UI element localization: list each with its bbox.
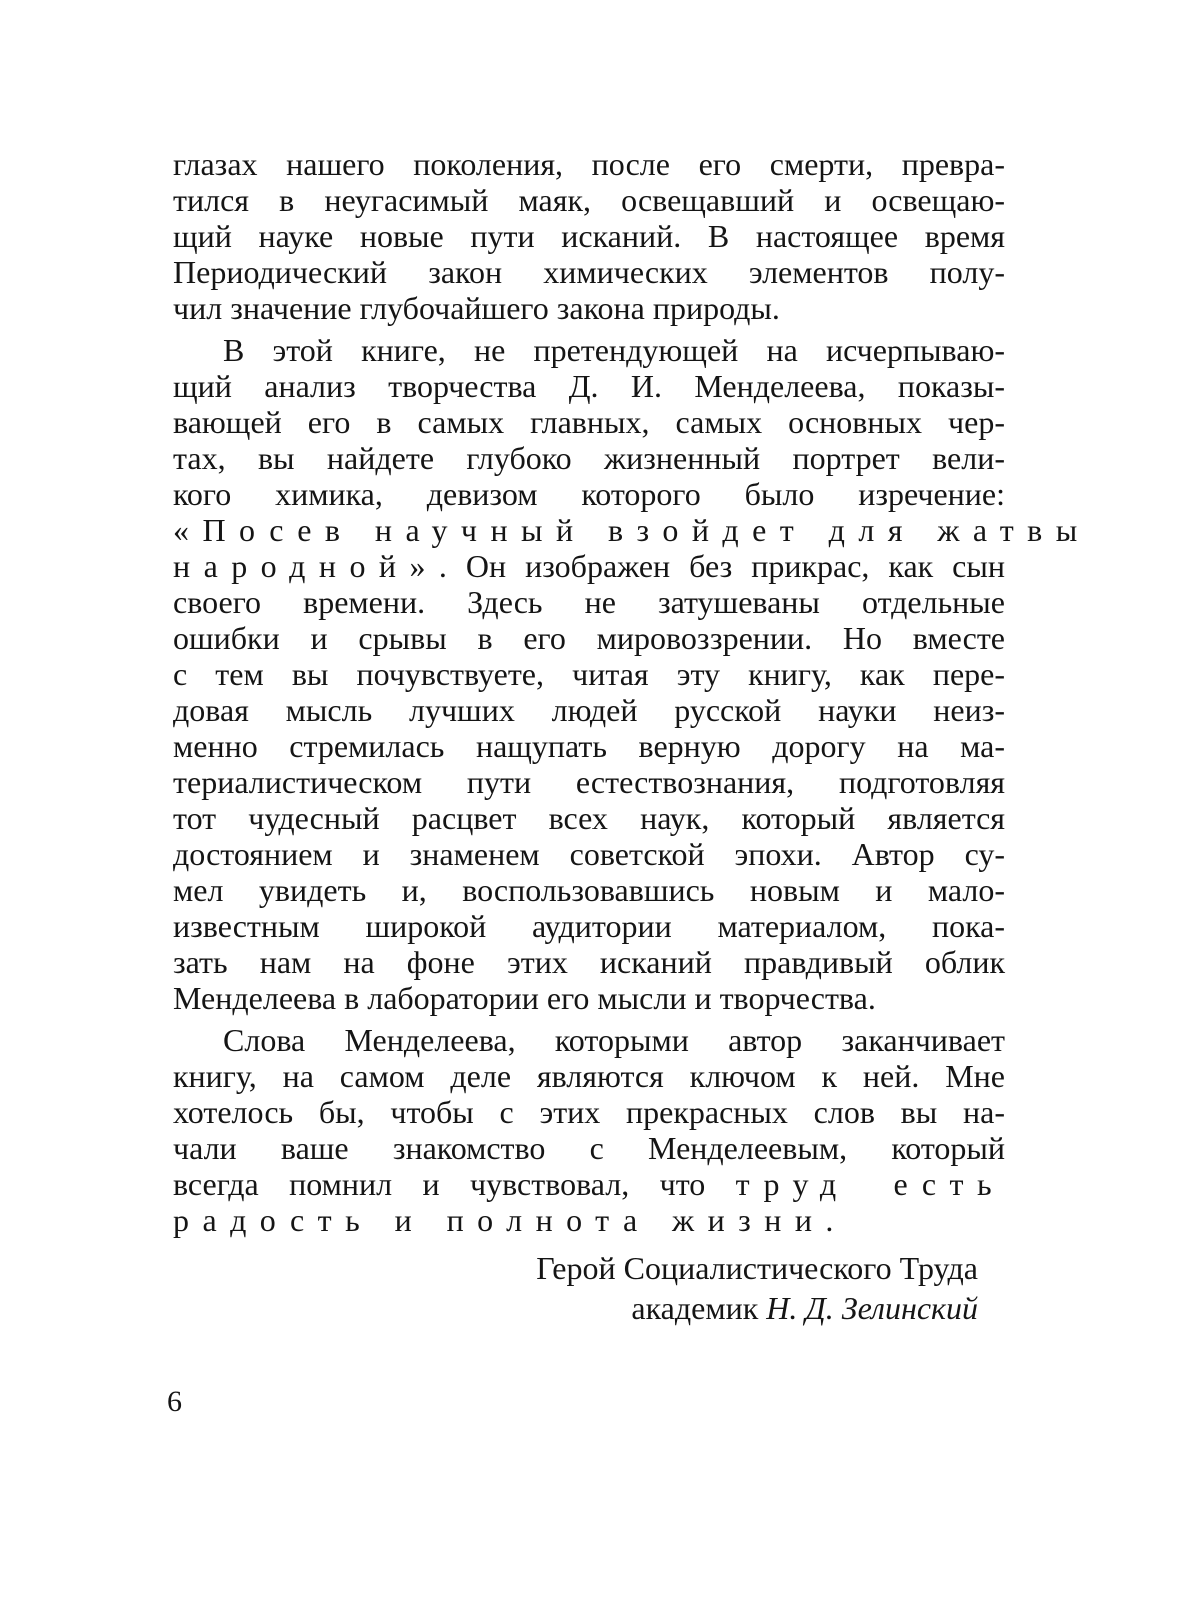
- text-segment: глазах нашего поколения, после его смерти, превра-: [173, 146, 1005, 182]
- text-line: [173, 800, 1005, 836]
- text-segment: Периодический закон химических элементов полу-: [173, 254, 1005, 290]
- text-segment: книгу, на самом деле являются ключом к ней. Мне: [173, 1058, 1005, 1094]
- text-line: [173, 368, 1005, 404]
- text-line: [173, 512, 1091, 548]
- text-segment: чали ваше знакомство с Менделеевым, который: [173, 1130, 1005, 1166]
- emphasized-text: труд есть: [735, 1166, 1005, 1202]
- text-segment: всегда помнил и чувствовал, что: [173, 1166, 736, 1202]
- text-line: [173, 146, 1005, 182]
- text-line: [173, 1166, 1005, 1202]
- text-segment: щий анализ творчества Д. И. Менделеева, показы-: [173, 368, 1005, 404]
- text-segment: зать нам на фоне этих исканий правдивый облик: [173, 944, 1005, 980]
- paragraph: [173, 146, 1005, 326]
- text-segment: щий науке новые пути исканий. В настоящее время: [173, 218, 1005, 254]
- text-line: [173, 620, 1005, 656]
- text-segment: мел увидеть и, воспользовавшись новым и мало-: [173, 872, 1005, 908]
- text-segment: хотелось бы, чтобы с этих прекрасных слов вы на-: [173, 1094, 1005, 1130]
- text-line: [173, 1022, 1005, 1058]
- body-text: [173, 146, 1091, 1238]
- text-line: [173, 1130, 1005, 1166]
- signature-block: [536, 1248, 978, 1328]
- text-segment: известным широкой аудитории материалом, пока-: [173, 908, 1005, 944]
- text-line: [173, 728, 1005, 764]
- paragraph: [173, 1022, 1005, 1238]
- text-line: [173, 872, 1005, 908]
- emphasized-text: радость и полнота жизни: [173, 1202, 826, 1238]
- text-line: [173, 476, 1005, 512]
- text-line: [173, 1202, 1005, 1238]
- paragraph: [173, 332, 1091, 1016]
- text-line: [173, 1058, 1005, 1094]
- text-segment: ошибки и срывы в его мировоззрении. Но вместе: [173, 620, 1005, 656]
- text-segment: тот чудесный расцвет всех наук, который является: [173, 800, 1005, 836]
- page-number: 6: [167, 1385, 182, 1418]
- text-line: [173, 548, 1005, 584]
- text-segment: тился в неугасимый маяк, освещавший и освещаю-: [173, 182, 1005, 218]
- text-segment: достоянием и знаменем советской эпохи. Автор су-: [173, 836, 1005, 872]
- emphasized-text: народной»: [173, 548, 439, 584]
- text-line: [173, 944, 1005, 980]
- text-line: [173, 182, 1005, 218]
- text-line: [173, 404, 1005, 440]
- text-line: [173, 908, 1005, 944]
- text-segment: довая мысль лучших людей русской науки неиз-: [173, 692, 1005, 728]
- text-segment: с тем вы почувствуете, читая эту книгу, как пере-: [173, 656, 1005, 692]
- text-segment: менно стремилась нащупать верную дорогу на ма-: [173, 728, 1005, 764]
- text-line: [173, 980, 1005, 1016]
- text-segment: вающей его в самых главных, самых основных чер-: [173, 404, 1005, 440]
- text-segment: кого химика, девизом которого было изречение:: [173, 476, 1005, 512]
- signature-rank: академик: [631, 1290, 759, 1326]
- text-line: [173, 218, 1005, 254]
- text-line: [173, 290, 1005, 326]
- text-segment: .: [825, 1202, 834, 1238]
- text-line: [173, 836, 1005, 872]
- text-line: [173, 440, 1005, 476]
- emphasized-text: «Посев научный взойдет для жатвы: [173, 512, 1091, 548]
- signature-title: Герой Социалистического Труда: [536, 1250, 978, 1286]
- text-line: [173, 656, 1005, 692]
- text-segment: своего времени. Здесь не затушеваны отдельные: [173, 584, 1005, 620]
- signature-name: Н. Д. Зелинский: [766, 1290, 978, 1326]
- signature-line: [536, 1288, 978, 1328]
- text-line: [173, 692, 1005, 728]
- text-segment: чил значение глубочайшего закона природы.: [173, 290, 780, 326]
- text-line: [173, 584, 1005, 620]
- text-segment: Слова Менделеева, которыми автор заканчивает: [223, 1022, 1005, 1058]
- text-segment: В этой книге, не претендующей на исчерпываю-: [223, 332, 1005, 368]
- text-line: [173, 332, 1005, 368]
- text-segment: Менделеева в лаборатории его мысли и творчества.: [173, 980, 876, 1016]
- text-segment: . Он изображен без прикрас, как сын: [438, 548, 1005, 584]
- text-line: [173, 764, 1005, 800]
- text-segment: териалистическом пути естествознания, подготовляя: [173, 764, 1005, 800]
- text-line: [173, 1094, 1005, 1130]
- text-segment: тах, вы найдете глубоко жизненный портрет вели-: [173, 440, 1005, 476]
- text-line: [173, 254, 1005, 290]
